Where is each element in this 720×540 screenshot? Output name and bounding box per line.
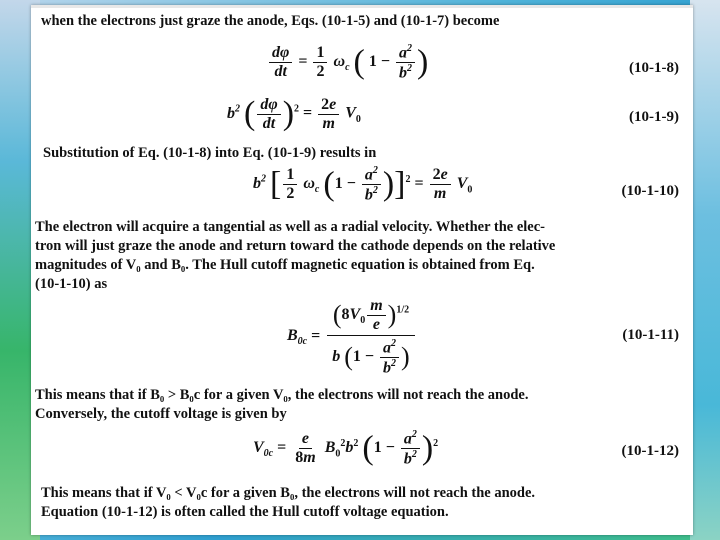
equation-number-10-1-8: (10-1-8)	[629, 60, 679, 76]
equation-10-1-10: $b^2$ [ $\frac{1}{2}$ $\omega_c$ (1 − $\frac{a^2}{b^2}$ )]$^2$ = $\frac{2e}{m}$ $V_0$	[253, 165, 473, 204]
page-top-rule	[31, 5, 693, 8]
equation-10-1-11: $B_{0c}$ = ($8V_0$ $\frac{m}{e}$ )$^{1/2}$ b (1 − $\frac{a^2}{b^2}$ )	[287, 295, 418, 379]
background-right-gradient	[690, 0, 720, 540]
text-line-9: This means that if V₀ < V₀c for a given B₀, the electrons will not reach the anode.	[41, 485, 536, 501]
text-line-10: Equation (10-1-12) is often called the Hull cutoff voltage equation.	[41, 504, 449, 520]
text-line-5: magnitudes of V₀ and B₀. The Hull cutoff magnetic equation is obtained from Eq.	[35, 257, 535, 273]
text-line-2: Substitution of Eq. (10-1-8) into Eq. (10-1-9) results in	[43, 145, 377, 161]
document-page	[31, 5, 693, 535]
equation-10-1-12: $V_{0c}$ = $\frac{e}{8m}$ $B_0^2b^2$ (1 − $\frac{a^2}{b^2}$ )$^2$	[253, 429, 439, 468]
equation-10-1-9: $b^2$ ( $\frac{d\varphi}{dt}$ )$^2$ = $\frac{2e}{m}$ $V_0$	[227, 95, 361, 132]
text-line-3: The electron will acquire a tangential as well as a radial velocity. Whether the elec-	[35, 219, 545, 235]
text-line-1: when the electrons just graze the anode, Eqs. (10-1-5) and (10-1-7) become	[41, 13, 500, 29]
equation-10-1-8: $\frac{d\varphi}{dt}$ = $\frac{1}{2}$ $\omega_c$ ( 1 − $\frac{a^2}{b^2}$ )	[267, 43, 428, 82]
text-line-7: This means that if B₀ > B₀c for a given V₀, the electrons will not reach the anode.	[35, 387, 529, 403]
equation-number-10-1-11: (10-1-11)	[622, 327, 679, 343]
equation-number-10-1-10: (10-1-10)	[621, 183, 679, 199]
text-line-8: Conversely, the cutoff voltage is given by	[35, 406, 287, 422]
equation-number-10-1-12: (10-1-12)	[621, 443, 679, 459]
text-line-6: (10-1-10) as	[35, 276, 108, 292]
equation-number-10-1-9: (10-1-9)	[629, 109, 679, 125]
text-line-4: tron will just graze the anode and return toward the cathode depends on the relative	[35, 238, 556, 254]
